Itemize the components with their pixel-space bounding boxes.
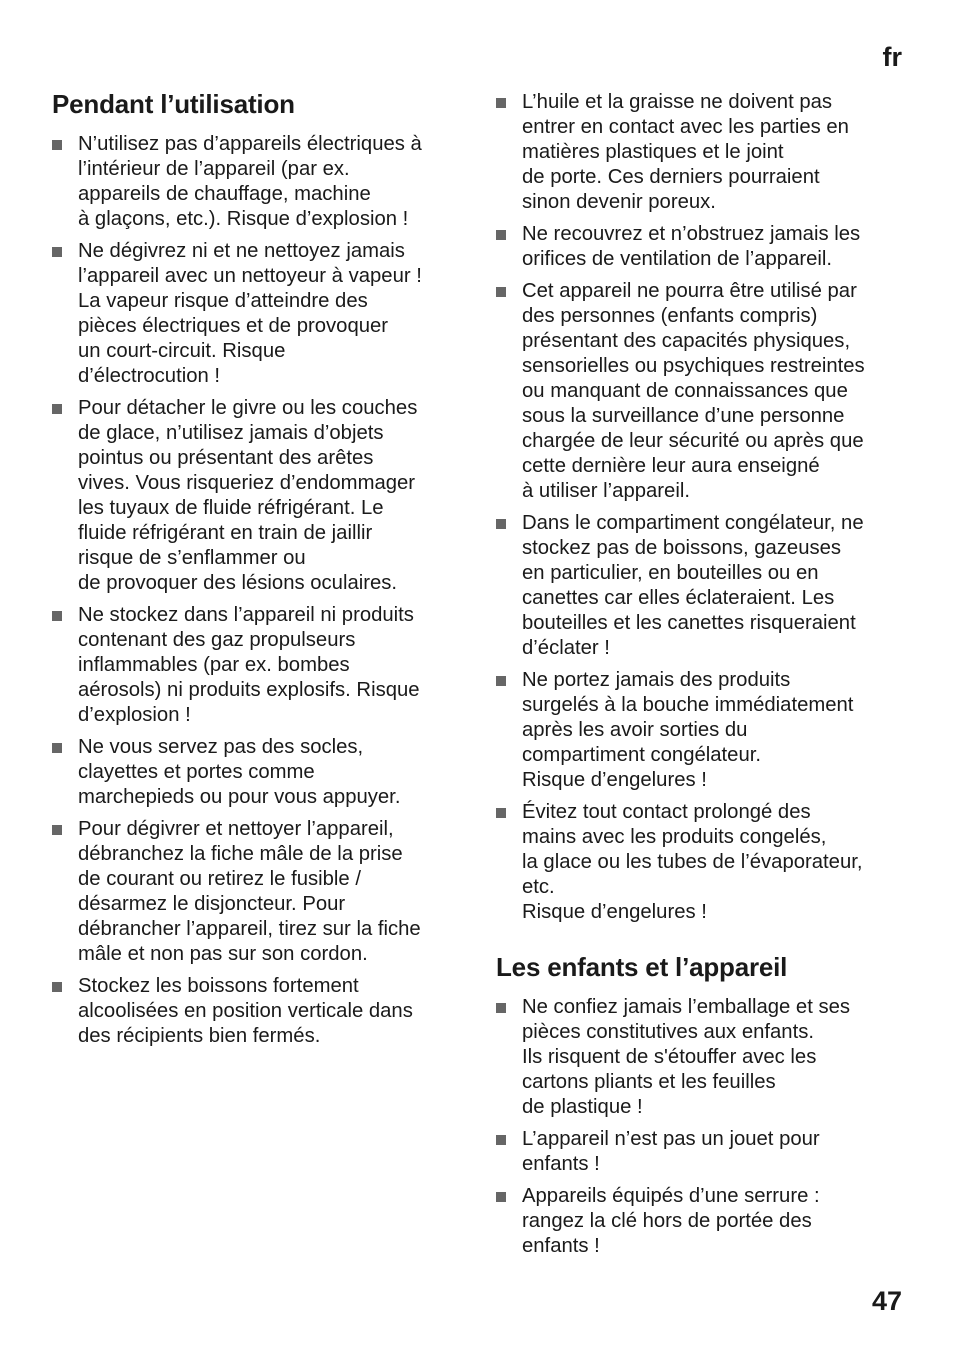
list-item xyxy=(52,974,432,1049)
section-title-children: Les enfants et l’appareil xyxy=(496,952,788,982)
square-bullet-icon xyxy=(52,247,62,257)
list-item xyxy=(496,800,876,925)
list-item xyxy=(496,279,876,504)
list-item xyxy=(496,222,876,272)
list-item-text: L’appareil n’est pas un jouet pour enfants ! xyxy=(522,1128,820,1175)
list-item-text: Ne stockez dans l’appareil ni produits contenant des gaz propulseurs inflammables (par ex. bombes aérosols) ni produits explosifs. Risque d’explosion ! xyxy=(78,604,420,726)
list-item-text: Ne portez jamais des produits surgelés à la bouche immédiatement après les avoir sorties du compartiment congélateur. Risque d’engelures ! xyxy=(522,669,854,791)
list-item-text: Appareils équipés d’une serrure : rangez la clé hors de portée des enfants ! xyxy=(522,1185,820,1257)
bullet-list xyxy=(496,90,876,925)
list-item-text: Stockez les boissons fortement alcoolisées en position verticale dans des récipients bien fermés. xyxy=(78,975,413,1047)
list-item xyxy=(496,1127,876,1177)
list-item xyxy=(52,239,432,389)
list-item-text: Pour détacher le givre ou les couches de glace, n’utilisez jamais d’objets pointus ou présentant des arêtes vives. Vous risqueriez d’endommager les tuyaux de fluide réfrigérant. Le fluide réfrigérant en train de jaillir risque de s’enflammer ou de provoquer des lésions oculaires. xyxy=(78,397,418,594)
square-bullet-icon xyxy=(496,808,506,818)
list-item xyxy=(496,1184,876,1259)
list-item xyxy=(496,90,876,215)
square-bullet-icon xyxy=(52,825,62,835)
language-tag: fr xyxy=(882,42,902,72)
list-item xyxy=(52,735,432,810)
list-item-text: L’huile et la graisse ne doivent pas entrer en contact avec les parties en matières plastiques et le joint de porte. Ces derniers pourraient sinon devenir poreux. xyxy=(522,91,849,213)
square-bullet-icon xyxy=(496,676,506,686)
list-item-text: Dans le compartiment congélateur, ne stockez pas de boissons, gazeuses en particulier, en bouteilles ou en canettes car elles éclateraient. Les bouteilles et les canettes risqueraient d’éclater ! xyxy=(522,512,864,659)
list-item-text: Évitez tout contact prolongé des mains avec les produits congelés, la glace ou les tubes de l’évaporateur, etc. Risque d’engelures ! xyxy=(522,801,863,923)
bullet-list xyxy=(496,995,876,1259)
square-bullet-icon xyxy=(496,519,506,529)
square-bullet-icon xyxy=(496,1135,506,1145)
list-item-text: Ne recouvrez et n’obstruez jamais les orifices de ventilation de l’appareil. xyxy=(522,223,861,270)
list-item-text: Ne dégivrez ni et ne nettoyez jamais l’appareil avec un nettoyeur à vapeur ! La vapeur risque d’atteindre des pièces électriques et de provoquer un court-circuit. Risque d’électrocution ! xyxy=(78,240,422,387)
square-bullet-icon xyxy=(496,1192,506,1202)
left-column xyxy=(52,88,432,1056)
list-item xyxy=(496,668,876,793)
square-bullet-icon xyxy=(496,287,506,297)
list-item xyxy=(496,995,876,1120)
list-item xyxy=(52,132,432,232)
square-bullet-icon xyxy=(52,743,62,753)
list-item xyxy=(52,396,432,596)
section-title-during-use: Pendant l’utilisation xyxy=(52,89,295,119)
square-bullet-icon xyxy=(496,98,506,108)
list-item-text: Pour dégivrer et nettoyer l’appareil, débranchez la fiche mâle de la prise de courant ou retirez le fusible / désarmez le disjoncteur. Pour débrancher l’appareil, tirez sur la fiche mâle et non pas sur son cordon. xyxy=(78,818,421,965)
list-item-text: N’utilisez pas d’appareils électriques à l’intérieur de l’appareil (par ex. appareils de chauffage, machine à glaçons, etc.). Risque d’explosion ! xyxy=(78,133,422,230)
bullet-list xyxy=(52,132,432,1049)
square-bullet-icon xyxy=(52,982,62,992)
square-bullet-icon xyxy=(52,611,62,621)
list-item-text: Ne confiez jamais l’emballage et ses pièces constitutives aux enfants. Ils risquent de s'étouffer avec les cartons pliants et les feuilles de plastique ! xyxy=(522,996,851,1118)
list-item xyxy=(52,603,432,728)
square-bullet-icon xyxy=(52,404,62,414)
list-item xyxy=(496,511,876,661)
right-column xyxy=(496,90,876,1266)
page-number: 47 xyxy=(871,1286,902,1316)
list-item-text: Ne vous servez pas des socles, clayettes et portes comme marchepieds ou pour vous appuyer. xyxy=(78,736,401,808)
square-bullet-icon xyxy=(496,230,506,240)
list-item-text: Cet appareil ne pourra être utilisé par des personnes (enfants compris) présentant des capacités physiques, sensorielles ou psychiques restreintes ou manquant de connaissances que sous la surveillance d’une personne chargée de leur sécurité ou après que cette dernière leur aura enseigné à utiliser l’appareil. xyxy=(522,280,865,502)
list-item xyxy=(52,817,432,967)
square-bullet-icon xyxy=(496,1003,506,1013)
square-bullet-icon xyxy=(52,140,62,150)
